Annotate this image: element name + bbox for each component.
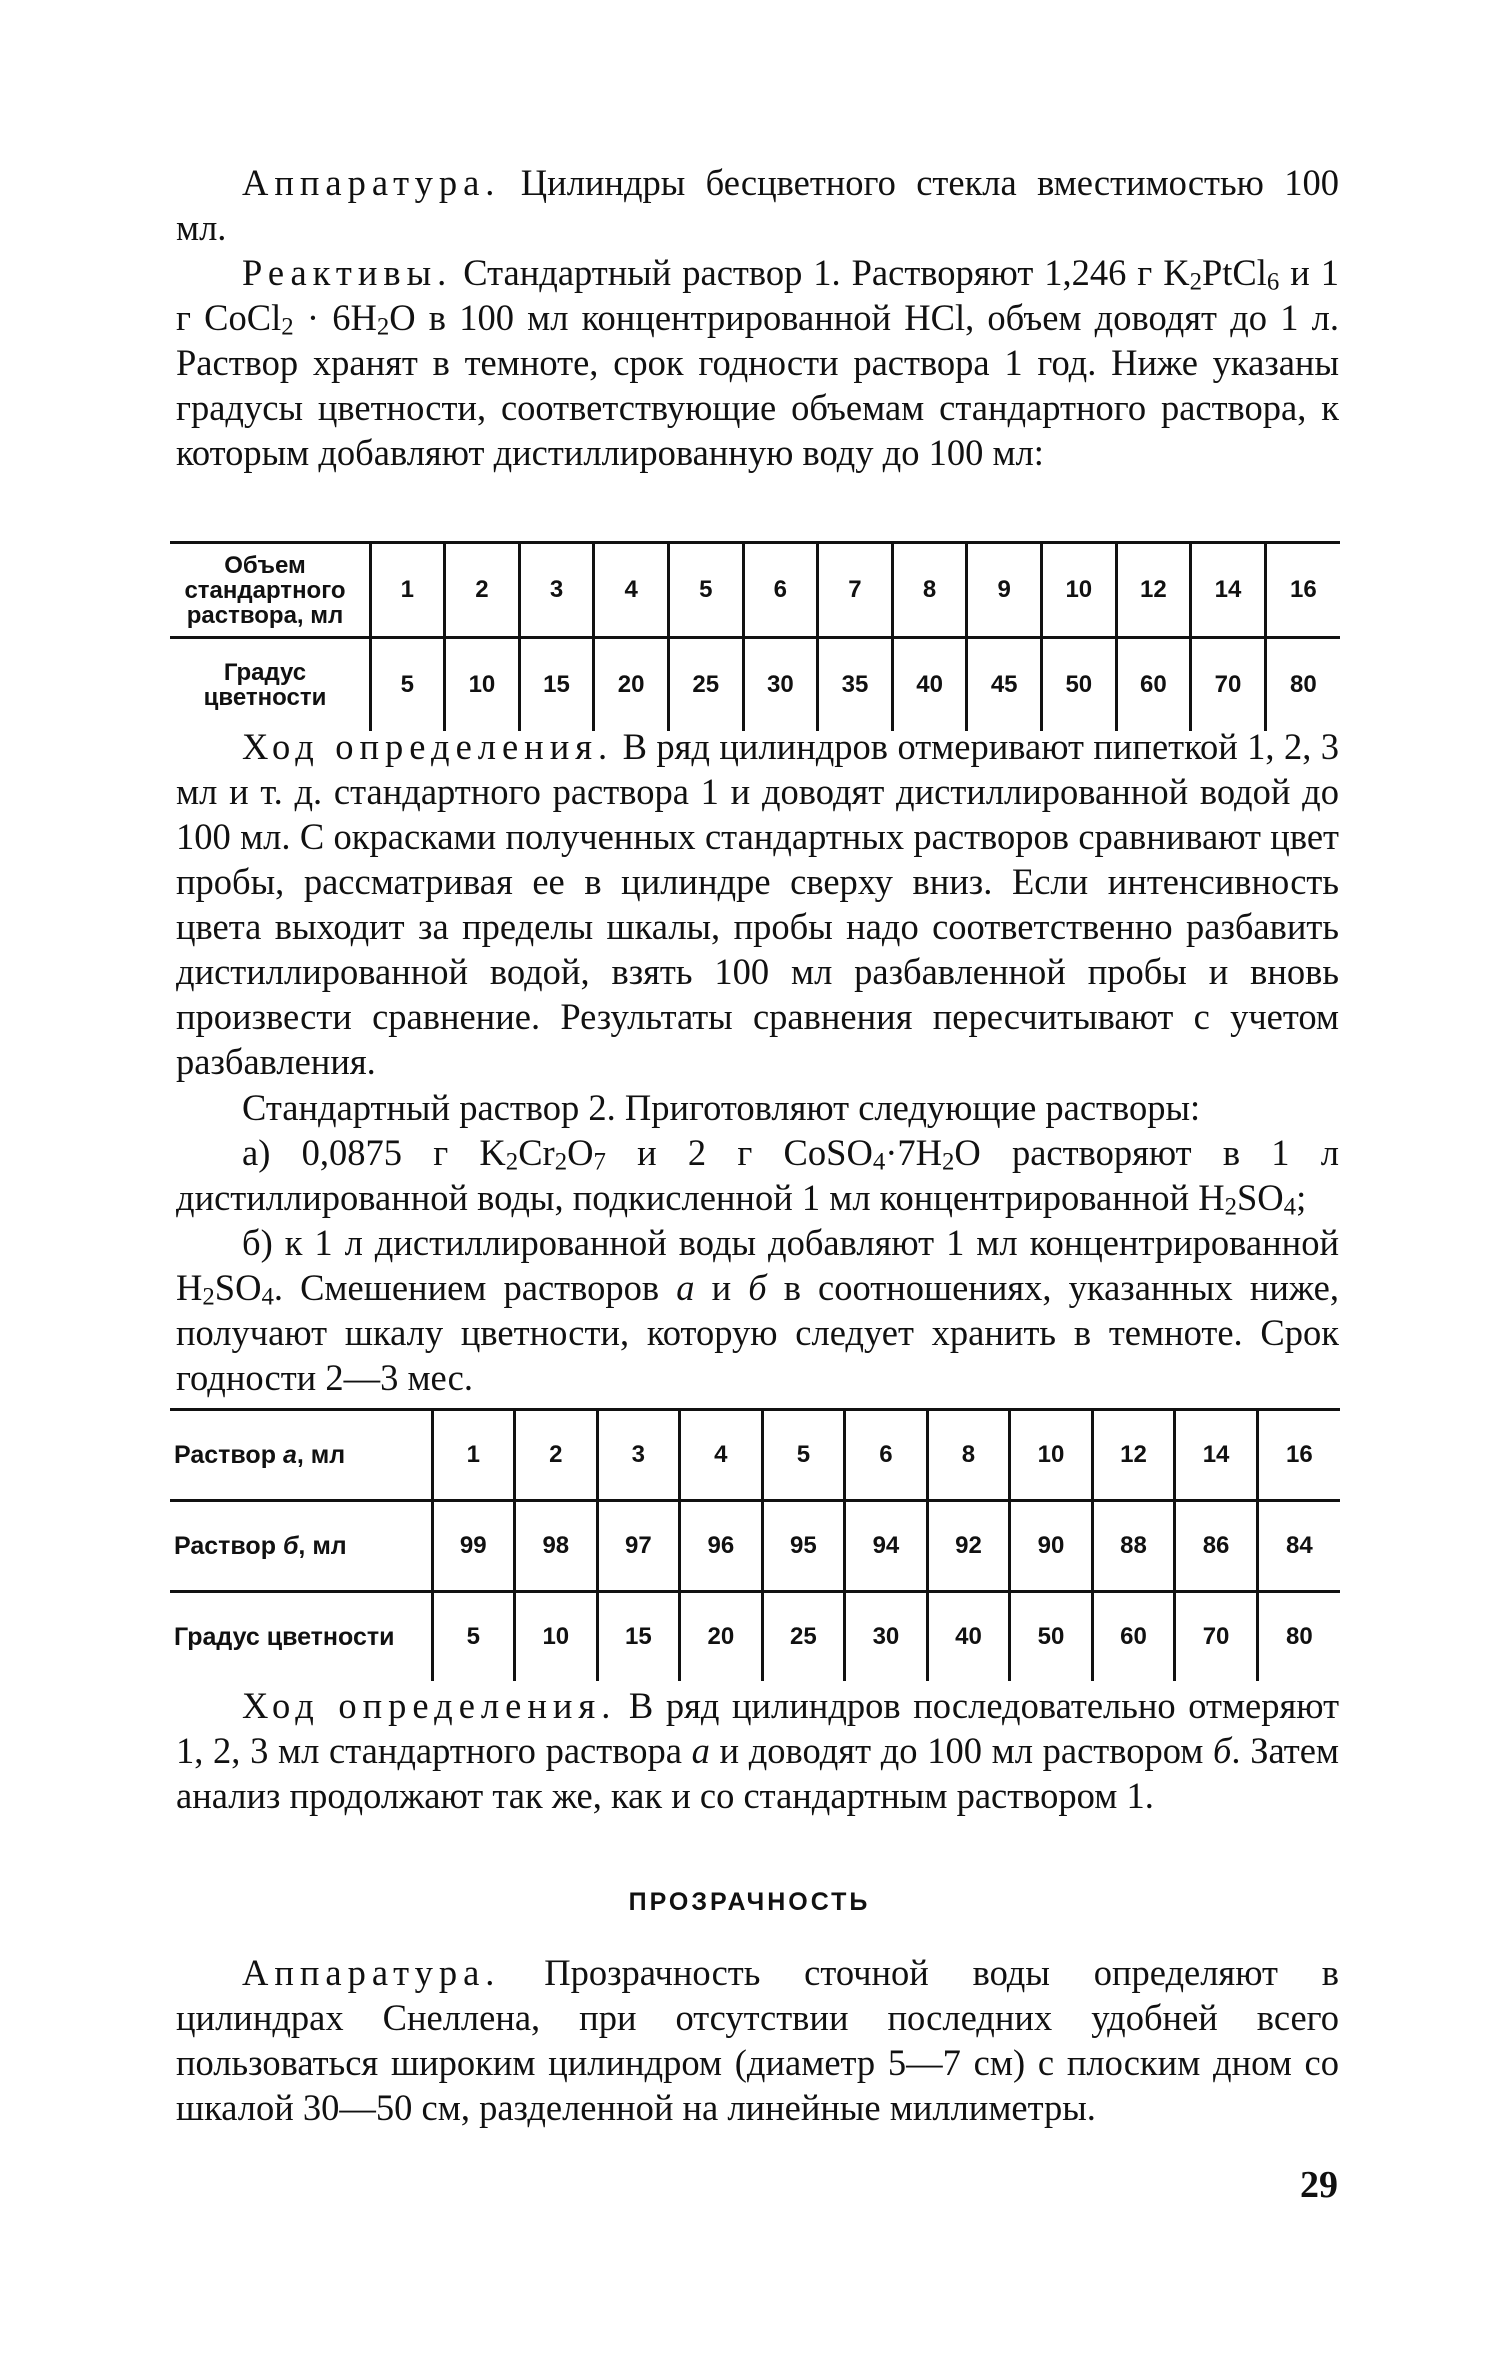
table-cell: 8 <box>927 1410 1010 1501</box>
text-run: и <box>694 1267 749 1308</box>
label-italic: а <box>282 1440 297 1469</box>
text-run: б) к 1 л дистиллированной воды добавляют 1 мл концентрированной H <box>176 1222 1339 1308</box>
text-run: Cr <box>518 1132 555 1173</box>
table-row <box>170 638 1340 732</box>
subscript: 2 <box>505 1148 519 1176</box>
table-cell: 10 <box>1041 543 1116 638</box>
text-run: и доводят до 100 мл раствором <box>709 1730 1214 1771</box>
subscript: 7 <box>593 1148 606 1176</box>
table-cell: 3 <box>519 543 594 638</box>
text-run: PtCl <box>1201 252 1267 293</box>
subscript: 2 <box>941 1148 955 1176</box>
table-cell: 60 <box>1092 1592 1175 1682</box>
text-run: ; <box>1296 1177 1307 1218</box>
table-cell: 84 <box>1257 1501 1340 1592</box>
italic-letter: б <box>1213 1730 1232 1771</box>
table-cell: 50 <box>1010 1592 1093 1682</box>
table-cell: 14 <box>1191 543 1266 638</box>
paragraph-text: Прозрачность сточной воды определяют в цилиндрах Снеллена, при отсутствии последних удобней всего пользоваться широким цилиндром (диаметр 5—7 см) с плоским дном со шкалой 30—50 см, разделенной на линейные миллиметры. <box>176 1952 1340 2128</box>
label-text: , мл <box>298 1531 347 1560</box>
subscript: 2 <box>281 313 294 341</box>
table-cell: 5 <box>370 638 445 732</box>
table-cell: 25 <box>762 1592 845 1682</box>
table-row <box>170 1592 1340 1682</box>
table-cell: 6 <box>743 543 818 638</box>
table-cell: 40 <box>892 638 967 732</box>
page-number: 29 <box>1300 2164 1338 2206</box>
table-cell: 50 <box>1041 638 1116 732</box>
text-run: в соотношениях, указанных ниже, получают шкалу цветности, которую следует хранить в темноте. Срок годности 2—3 мес. <box>176 1267 1339 1398</box>
table-cell: 20 <box>594 638 669 732</box>
paragraph <box>176 1220 1339 1400</box>
row-label: Градус цветности <box>174 1622 395 1651</box>
paragraph <box>176 1130 1339 1220</box>
table-cell: 15 <box>519 638 594 732</box>
text-run: SO <box>1236 1177 1284 1218</box>
transparency-apparatus-paragraph <box>176 1950 1339 2130</box>
table-cell: 92 <box>927 1501 1010 1592</box>
table-cell: 10 <box>445 638 520 732</box>
subscript: 2 <box>1189 268 1202 296</box>
paragraph-lead: Ход определения. <box>242 726 614 767</box>
text-run: ·7H <box>885 1132 942 1173</box>
paragraph-lead: Ход определения. <box>242 1685 617 1726</box>
subscript: 4 <box>261 1283 274 1311</box>
table-cell: 16 <box>1257 1410 1340 1501</box>
section-heading: ПРОЗРАЧНОСТЬ <box>628 1888 871 1916</box>
text-run: SO <box>214 1267 262 1308</box>
table-cell: 20 <box>680 1592 763 1682</box>
table-cell: 86 <box>1175 1501 1258 1592</box>
table-cell: 7 <box>818 543 893 638</box>
standard-solution-2-paragraph <box>176 1085 1339 1130</box>
table-cell: 9 <box>967 543 1042 638</box>
table-cell: 70 <box>1191 638 1266 732</box>
table-cell: 2 <box>515 1410 598 1501</box>
paragraph <box>176 1085 1339 1130</box>
table-cell: 16 <box>1265 543 1340 638</box>
subscript: 4 <box>1283 1193 1297 1221</box>
text-run: O в 100 мл концентрированной HCl, объем доводят до 1 л. Раствор хранят в темноте, срок годности раствора 1 год. Ниже указаны градусы цветности, соответствующие объемам стандартного раствора, к которым добавляют дистиллированную воду до 100 мл: <box>176 297 1339 473</box>
table-cell: 60 <box>1116 638 1191 732</box>
paragraph <box>176 1950 1339 2130</box>
subscript: 2 <box>1224 1193 1237 1221</box>
table-row <box>170 1501 1340 1592</box>
table-cell: 1 <box>432 1410 515 1501</box>
table-cell: 80 <box>1257 1592 1340 1682</box>
row-label: Объем стандартного раствора, мл <box>170 543 360 638</box>
table-cell: 88 <box>1092 1501 1175 1592</box>
subscript: 4 <box>872 1148 886 1176</box>
table-cell: 95 <box>762 1501 845 1592</box>
table-row <box>170 543 1340 638</box>
text-run: Стандартный раствор 1. Растворяют 1,246 г K <box>463 252 1190 293</box>
procedure-paragraph-1 <box>176 724 1339 1084</box>
table-cell: 98 <box>515 1501 598 1592</box>
text-run: В ряд цилиндров последовательно отмеряют 1, 2, 3 мл стандартного раствора <box>176 1685 1340 1771</box>
table-row <box>170 1410 1340 1501</box>
paragraph-text: Цилиндры бесцветного стекла вместимостью 100 мл. <box>176 162 1339 248</box>
text-run: · 6H <box>293 297 377 338</box>
solution-b-paragraph <box>176 1220 1339 1400</box>
text-run: и 2 г CoSO <box>605 1132 873 1173</box>
text-run: а) 0,0875 г K <box>242 1132 506 1173</box>
table-cell: 3 <box>597 1410 680 1501</box>
subscript: 2 <box>376 313 390 341</box>
text-run: . Затем анализ продолжают так же, как и со стандартным раствором 1. <box>176 1730 1339 1816</box>
paragraph-text: В ряд цилиндров отмеривают пипеткой 1, 2, 3 мл и т. д. стандартного раствора 1 и доводят дистиллированной водой до 100 мл. С окрасками полученных стандартных растворов сравнивают цвет пробы, рассматривая ее в цилиндре сверху вниз. Если интенсивность цвета выходит за пределы шкалы, пробы надо соответственно разбавить дистиллированной водой, взять 100 мл разбавленной пробы и вновь произвести сравнение. Результаты сравнения пересчитывают с учетом разбавления. <box>176 726 1340 1082</box>
color-scale-table-1 <box>170 541 1340 731</box>
table-cell: 6 <box>845 1410 928 1501</box>
solution-a-paragraph <box>176 1130 1339 1220</box>
table-cell: 35 <box>818 638 893 732</box>
table-cell: 80 <box>1265 638 1340 732</box>
paragraph <box>176 724 1339 1084</box>
subscript: 6 <box>1266 268 1280 296</box>
text-run: O растворяют в 1 л дистиллированной воды, подкисленной 1 мл концентрированной H <box>176 1132 1340 1218</box>
table-cell: 40 <box>927 1592 1010 1682</box>
table-cell: 10 <box>1010 1410 1093 1501</box>
table-cell: 94 <box>845 1501 928 1592</box>
paragraph-lead: Реактивы. <box>242 252 453 293</box>
table-cell: 30 <box>845 1592 928 1682</box>
table-cell: 5 <box>762 1410 845 1501</box>
procedure-paragraph-2 <box>176 1683 1339 1818</box>
subscript: 2 <box>202 1283 215 1311</box>
paragraph <box>176 1683 1339 1818</box>
table-cell: 12 <box>1092 1410 1175 1501</box>
apparatus-paragraph <box>176 160 1339 250</box>
paragraph-lead: Аппаратура. <box>242 162 501 203</box>
table-cell: 5 <box>432 1592 515 1682</box>
table-cell: 30 <box>743 638 818 732</box>
table-cell: 99 <box>432 1501 515 1592</box>
label-text: Раствор <box>174 1531 283 1560</box>
italic-letter: а <box>676 1267 695 1308</box>
table-cell: 5 <box>668 543 743 638</box>
text-run: O <box>567 1132 594 1173</box>
table-cell: 1 <box>370 543 445 638</box>
table-cell: 14 <box>1175 1410 1258 1501</box>
paragraph-text: Стандартный раствор 2. Приготовляют следующие растворы: <box>242 1087 1201 1128</box>
text-run: и 1 г CoCl <box>176 252 1340 338</box>
table-cell: 25 <box>668 638 743 732</box>
color-scale-table-2 <box>170 1408 1340 1681</box>
italic-letter: а <box>691 1730 710 1771</box>
table-cell: 15 <box>597 1592 680 1682</box>
table-cell: 96 <box>680 1501 763 1592</box>
table-cell: 2 <box>445 543 520 638</box>
table-cell: 70 <box>1175 1592 1258 1682</box>
table-cell: 97 <box>597 1501 680 1592</box>
table-cell: 12 <box>1116 543 1191 638</box>
label-text: , мл <box>296 1440 346 1469</box>
table-cell: 8 <box>892 543 967 638</box>
row-label <box>170 1410 432 1501</box>
italic-letter: б <box>748 1267 767 1308</box>
text-run: . Смешением растворов <box>273 1267 677 1308</box>
paragraph <box>176 160 1339 250</box>
subscript: 2 <box>554 1148 568 1176</box>
label-italic: б <box>282 1531 299 1560</box>
row-label: Градус цветности <box>203 659 327 711</box>
row-label <box>170 1501 432 1592</box>
paragraph <box>176 250 1339 475</box>
table-cell: 4 <box>680 1410 763 1501</box>
paragraph-lead: Аппаратура. <box>242 1952 501 1993</box>
label-text: Раствор <box>174 1440 283 1469</box>
table-cell: 10 <box>515 1592 598 1682</box>
reagents-paragraph <box>176 250 1339 475</box>
table-cell: 45 <box>967 638 1042 732</box>
table-cell: 4 <box>594 543 669 638</box>
table-cell: 90 <box>1010 1501 1093 1592</box>
